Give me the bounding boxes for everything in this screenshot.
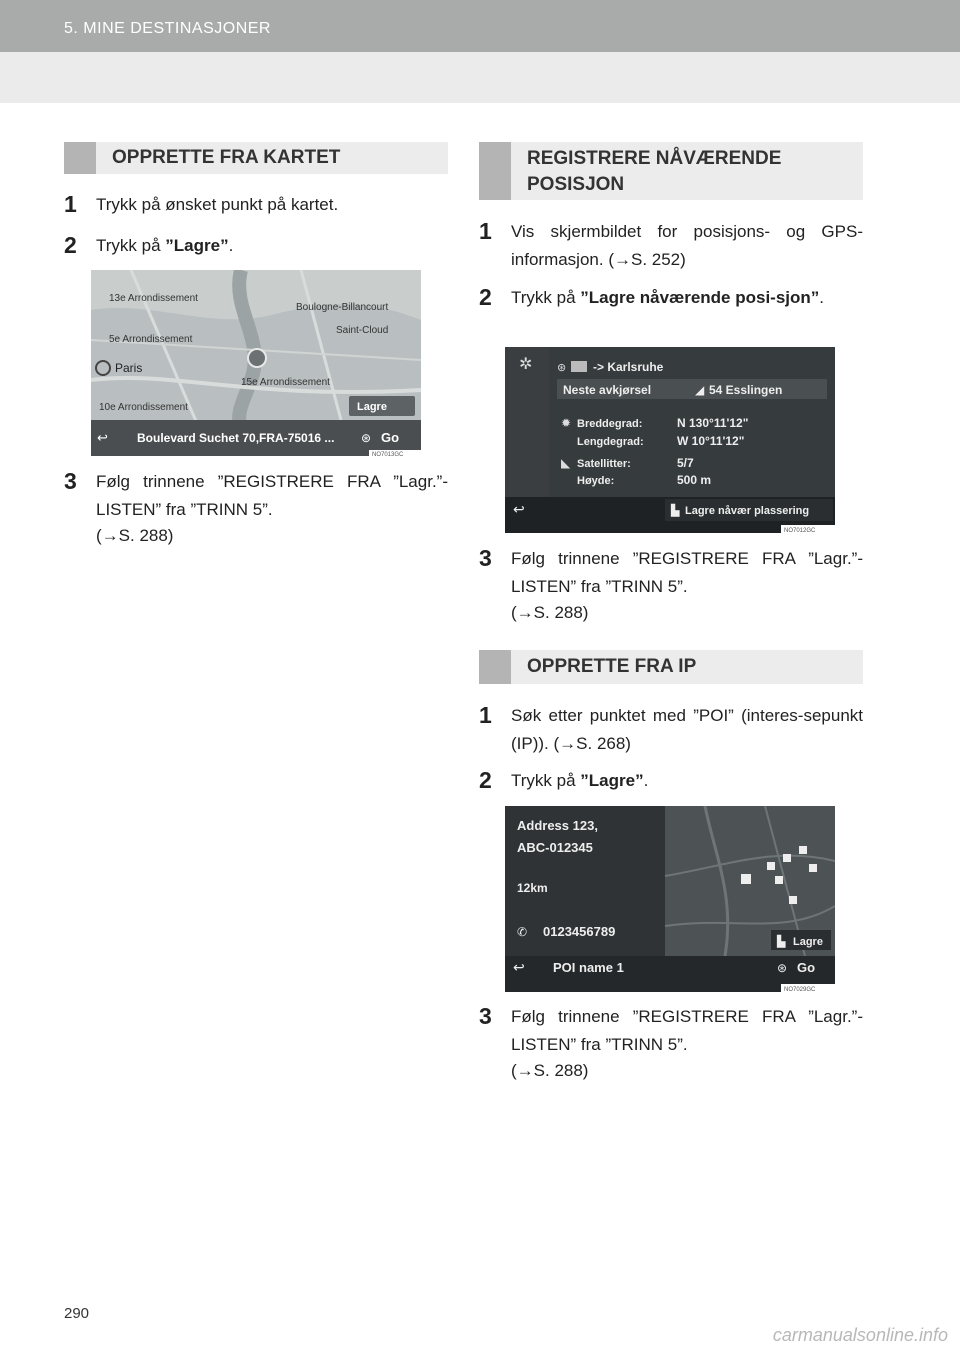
- satellites-value: 5/7: [677, 456, 694, 470]
- road-sign-icon: [571, 361, 587, 372]
- map-label: 10e Arrondissement: [99, 402, 188, 413]
- watermark: carmanualsonline.info: [772, 1325, 948, 1345]
- chapter-header-bar: [0, 0, 960, 52]
- step-number: 3: [64, 468, 77, 494]
- poi-marker-icon: [767, 862, 775, 870]
- step-posisjon-1: [479, 218, 863, 274]
- go-button[interactable]: Go: [797, 960, 816, 975]
- section-title: OPPRETTE FRA KARTET: [112, 147, 341, 168]
- step-number: 1: [479, 218, 492, 244]
- exit-name: 54 Esslingen: [709, 383, 783, 397]
- step-text-end: .: [228, 236, 234, 255]
- save-button-label: Lagre: [793, 936, 823, 948]
- altitude-value: 500 m: [677, 473, 712, 487]
- poi-name: POI name 1: [553, 960, 624, 975]
- chapter-title: 5. MINE DESTINASJONER: [64, 20, 271, 37]
- map-label: Saint-Cloud: [336, 325, 389, 336]
- latitude-value: N 130°11'12": [677, 416, 749, 430]
- step-ip-1: [479, 702, 863, 758]
- poi-phone: 0123456789: [543, 924, 616, 939]
- poi-marker-icon: [741, 874, 751, 884]
- step-number: 2: [479, 767, 492, 793]
- map-label: Boulogne-Billancourt: [296, 302, 389, 313]
- step-kartet-3: [64, 468, 448, 548]
- step-kartet-2: [64, 232, 448, 260]
- image-code: NO7012GC: [784, 528, 816, 533]
- poi-screenshot: [505, 806, 835, 992]
- route-icon: ⊛: [557, 362, 567, 374]
- section-heading-ip: [479, 650, 863, 684]
- poi-marker-icon: [775, 876, 783, 884]
- back-arrow-icon[interactable]: ↩: [97, 430, 108, 445]
- page-reference: (→S. 288): [511, 603, 589, 622]
- poi-marker-icon: [789, 896, 797, 904]
- step-text: Følg trinnene ”REGISTRERE FRA ”Lagr.”-LISTEN” fra ”TRINN 5”.: [96, 472, 448, 519]
- section-title: OPPRETTE FRA IP: [527, 656, 697, 677]
- step-posisjon-2: [479, 284, 863, 312]
- heading-marker: [479, 650, 511, 684]
- back-arrow-icon[interactable]: ↩: [513, 501, 525, 517]
- image-code: NO7029GC: [784, 987, 816, 992]
- step-number: 2: [479, 284, 492, 310]
- save-icon: ▙: [777, 936, 786, 948]
- step-text: Trykk på: [96, 236, 166, 255]
- satellites-label: Satellitter:: [577, 458, 631, 470]
- poi-address-line1: Address 123,: [517, 818, 598, 833]
- page-number: 290: [64, 1305, 90, 1322]
- exit-icon: ◢: [695, 383, 705, 397]
- longitude-label: Lengdegrad:: [577, 436, 644, 448]
- map-label: Paris: [115, 361, 143, 375]
- section-title-line1: REGISTRERE NÅVÆRENDE: [527, 148, 782, 169]
- poi-marker-icon: [783, 854, 791, 862]
- step-text: Følg trinnene ”REGISTRERE FRA ”Lagr.”-LISTEN” fra ”TRINN 5”.: [511, 549, 863, 596]
- step-button-name: ”Lagre”: [165, 236, 229, 255]
- step-button-name: ”Lagre”: [580, 771, 644, 790]
- map-cursor-icon: [248, 349, 266, 367]
- step-number: 2: [64, 232, 77, 258]
- step-text: Trykk på ønsket punkt på kartet.: [96, 195, 339, 214]
- map-label: 15e Arrondissement: [241, 377, 330, 388]
- gps-info-screenshot: [505, 347, 835, 533]
- step-number: 1: [479, 702, 492, 728]
- go-icon: ⊛: [777, 961, 788, 975]
- step-text: Vis skjermbildet for posisjons- og GPS-informasjon. (→S. 252): [511, 222, 863, 269]
- heading-marker: [64, 142, 96, 174]
- page-reference: (→S. 288): [96, 526, 174, 545]
- section-heading-posisjon: [479, 142, 863, 200]
- heading-marker: [479, 142, 511, 200]
- step-text: Trykk på: [511, 771, 581, 790]
- save-icon: ▙: [671, 505, 680, 517]
- section-heading-kartet: [64, 142, 448, 174]
- step-posisjon-3: [479, 545, 863, 625]
- next-exit-label: Neste avkjørsel: [563, 383, 652, 397]
- page-reference: (→S. 288): [511, 1061, 589, 1080]
- poi-address-line2: ABC-012345: [517, 840, 593, 855]
- phone-icon: ✆: [517, 925, 528, 939]
- step-kartet-1: [64, 191, 448, 219]
- save-button-label: Lagre: [357, 401, 387, 413]
- step-ip-3: [479, 1003, 863, 1083]
- go-icon: ⊛: [361, 431, 372, 445]
- satellite-icon: ◣: [561, 456, 571, 470]
- section-title-line2: POSISJON: [527, 174, 625, 195]
- step-text: Følg trinnene ”REGISTRERE FRA ”Lagr.”-LISTEN” fra ”TRINN 5”.: [511, 1007, 863, 1054]
- step-number: 3: [479, 1003, 492, 1029]
- step-text: Søk etter punktet med ”POI” (interes-sepunkt (IP)). (→S. 268): [511, 706, 863, 753]
- go-button[interactable]: Go: [381, 430, 400, 445]
- header-band: [0, 52, 960, 103]
- route-destination: -> Karlsruhe: [593, 360, 664, 374]
- altitude-label: Høyde:: [577, 475, 615, 487]
- longitude-value: W 10°11'12": [677, 434, 745, 448]
- step-number: 3: [479, 545, 492, 571]
- image-code: NO7013GC: [372, 452, 404, 456]
- map-screenshot: [91, 270, 421, 456]
- step-text-end: .: [819, 288, 825, 307]
- step-number: 1: [64, 191, 77, 217]
- address-field: Boulevard Suchet 70,FRA-75016 ...: [137, 431, 335, 445]
- step-text-end: .: [643, 771, 649, 790]
- latitude-label: Breddegrad:: [577, 418, 643, 430]
- map-label: 5e Arrondissement: [109, 334, 193, 345]
- step-ip-2: [479, 767, 863, 795]
- poi-marker-icon: [809, 864, 817, 872]
- step-text: Trykk på: [511, 288, 581, 307]
- save-position-label: Lagre nåvær plassering: [685, 505, 810, 517]
- gear-icon[interactable]: ✲: [519, 356, 533, 373]
- step-button-name: ”Lagre nåværende posi-sjon”: [580, 288, 820, 307]
- back-arrow-icon[interactable]: ↩: [513, 959, 525, 975]
- map-label: 13e Arrondissement: [109, 293, 198, 304]
- poi-distance: 12km: [517, 881, 548, 895]
- coordinate-icon: ✹: [561, 416, 572, 430]
- poi-marker-icon: [799, 846, 807, 854]
